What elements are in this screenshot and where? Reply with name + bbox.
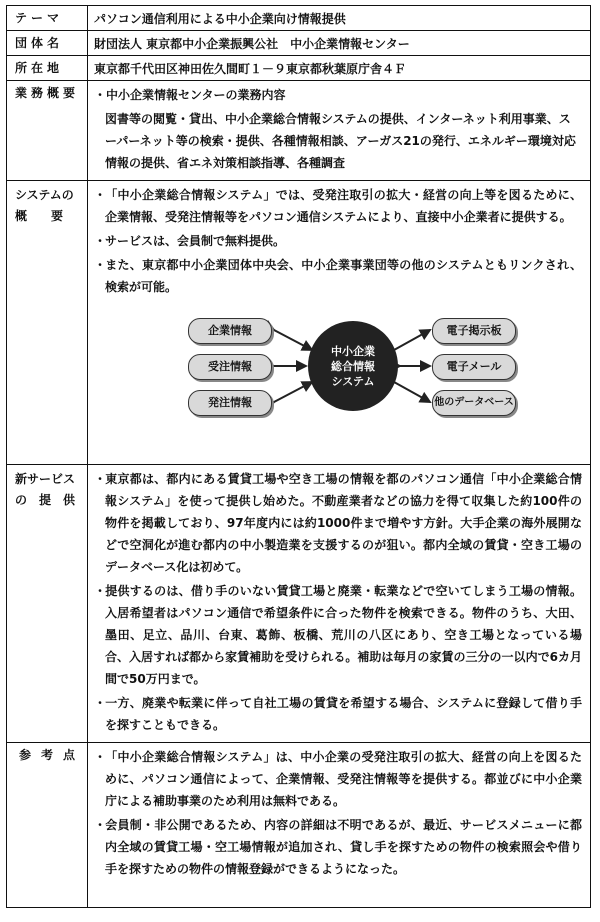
value-org: 財団法人 東京都中小企業振興公社 中小企業情報センター	[94, 37, 410, 51]
diagram-email: 電子メール	[432, 354, 516, 380]
label-org: 団体名	[15, 36, 64, 50]
label-system-1: システムの	[15, 188, 74, 202]
row-location	[7, 56, 591, 81]
diagram-order-placed-info: 発注情報	[188, 390, 272, 416]
system-para-1: ・「中小企業総合情報システム」では、受発注取引の拡大・経営の向上等を図るために、企業情報、受発注情報等をパソコン通信システムにより、直接中小企業者に提供する。	[94, 188, 582, 224]
system-para-2: ・サービスは、会員制で無料提供。	[94, 234, 286, 248]
label-newservice-2: の 提 供	[15, 493, 76, 507]
diagram-center-system: 中小企業 総合情報 システム	[308, 321, 398, 411]
value-location: 東京都千代田区神田佐久間町１－９東京都秋葉原庁舎４Ｆ	[94, 62, 407, 76]
row-newservice	[7, 465, 591, 743]
newservice-para-1: ・東京都は、都内にある賃貸工場や空き工場の情報を都のパソコン通信「中小企業総合情報システム」を使って提供し始めた。不動産業者などの協力を得て収集した約100件の物件を掲載しており、97年度内には約1000件まで増やす方針。大手企業の海外展開などで空洞化が進む都内の中小製造業を支援するのが狙い。都内全域の賃貸・空き工場のデータベース化は初めて。	[94, 472, 582, 574]
diagram-order-received-info: 受注情報	[188, 354, 272, 380]
diagram-company-info: 企業情報	[188, 318, 272, 344]
business-bullet: ・中小企業情報センターの業務内容	[94, 88, 286, 102]
system-diagram	[94, 316, 582, 444]
system-para-3: ・また、東京都中小企業団体中央会、中小企業事業団等の他のシステムともリンクされ、検索が可能。	[94, 258, 582, 294]
reference-para-2: ・会員制・非公開であるため、内容の詳細は不明であるが、最近、サービスメニューに都内全域の賃貸工場・空工場情報が追加され、貸し手を探すための物件の検索照会や借り手を探すための物件の情報登録ができるようになった。	[94, 818, 582, 876]
label-system-2: 概 要	[15, 209, 64, 223]
row-org	[7, 31, 591, 56]
label-business: 業務概要	[15, 86, 80, 100]
info-table	[6, 5, 591, 908]
diagram-bulletin-board: 電子掲示板	[432, 318, 516, 344]
label-newservice-1: 新サービス	[15, 472, 76, 486]
newservice-para-2: ・提供するのは、借り手のいない賃貸工場と廃業・転業などで空いてしまう工場の情報。入居希望者はパソコン通信で希望条件に合った物件を検索できる。物件のうち、大田、墨田、足立、品川、台東、葛飾、板橋、荒川の八区にあり、空き工場となっている場合、入居すれば都から家賃補助を受けられる。補助は毎月の家賃の三分の一以内で6カ月間で50万円まで。	[94, 584, 582, 686]
business-detail: 図書等の閲覧・貸出、中小企業総合情報システムの提供、インターネット利用事業、スーパーネット等の検索・提供、各種情報相談、アーガス21の発行、エネルギー環境対応情報の提供、省エネ対策相談指導、各種調査	[105, 112, 576, 170]
label-location: 所在地	[15, 61, 64, 75]
label-theme: テーマ	[15, 11, 64, 25]
label-reference: 参考点	[19, 748, 86, 762]
row-theme	[7, 6, 591, 31]
row-business	[7, 81, 591, 181]
newservice-para-3: ・一方、廃業や転業に伴って自社工場の賃貸を希望する場合、システムに登録して借り手を探すこともできる。	[94, 696, 582, 732]
row-system	[7, 181, 591, 465]
reference-para-1: ・「中小企業総合情報システム」は、中小企業の受発注取引の拡大、経営の向上を図るために、パソコン通信によって、企業情報、受発注情報等を提供する。都並びに中小企業庁による補助事業のため利用は無料である。	[94, 750, 582, 808]
row-reference	[7, 743, 591, 908]
value-theme: パソコン通信利用による中小企業向け情報提供	[94, 12, 346, 26]
diagram-other-database: 他のデータベース	[432, 390, 516, 416]
